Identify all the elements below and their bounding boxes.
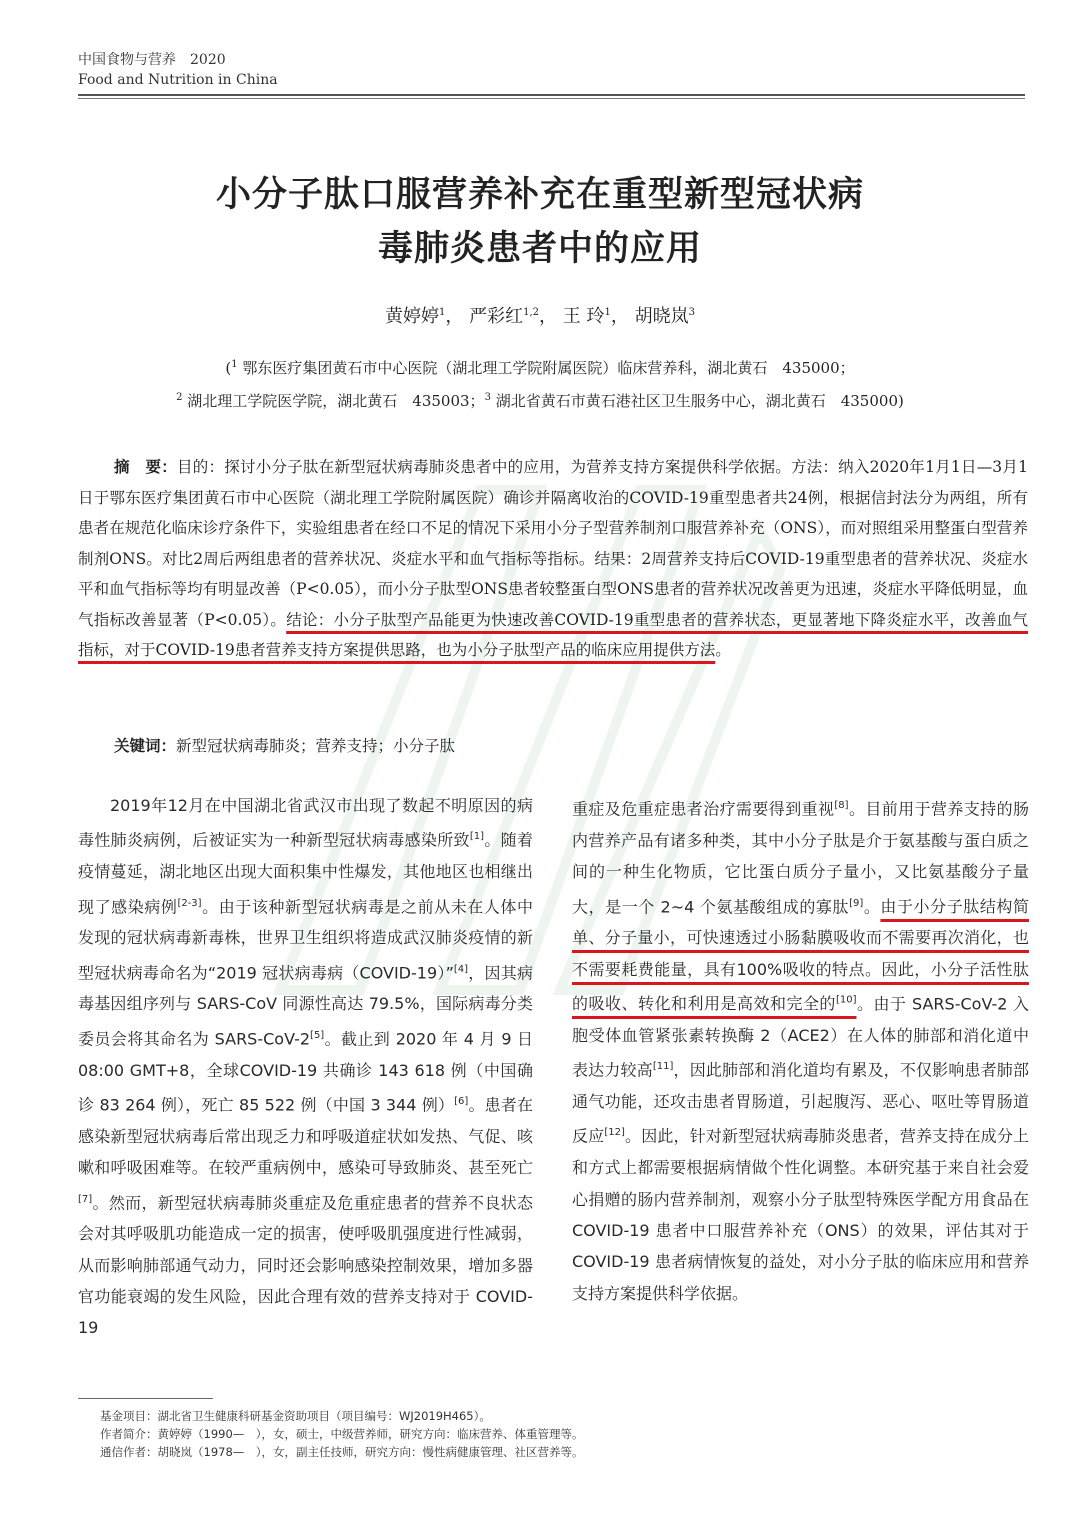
header-rule	[78, 94, 1025, 96]
body-text: 。然而，新型冠状病毒肺炎重症及危重症患者的营养不良状态会对其呼吸肌功能造成一定的损害，使呼吸肌强度进行性减弱，从而影响肺部通气动力，同时还会影响感染控制效果，增加多器官功能衰竭的发生风险，因此合理有效的营养支持对于 COVID-19	[78, 1192, 533, 1338]
affiliation-2: 湖北理工学院医学院，湖北黄石 435003；	[187, 392, 485, 410]
author-name: 王 玲	[562, 306, 605, 327]
affil-number: 3	[484, 392, 491, 403]
body-text: 重症及危重症患者治疗需要得到重视	[572, 799, 835, 819]
body-text: 。因此，针对新型冠状病毒肺炎患者，营养支持在成分上和方式上都需要根据病情做个性化调整。本研究基于来自社会爱心捐赠的肠内营养制剂，观察小分子肽型特殊医学配方用食品在 COVID-19 患者中口服营养补充（ONS）的效果，评估其对于 COVID-19 患者病情恢复的益处，对小分子肽的临床应用和营养支持方案提供科学依据。	[572, 1126, 1029, 1303]
keywords-text: 新型冠状病毒肺炎；营养支持；小分子肽	[176, 737, 456, 755]
citation: [12]	[604, 1127, 625, 1139]
footnote-rule	[78, 1398, 213, 1399]
author-list: 黄婷婷$^1$， 严彩红$^{1,2}$， 王 玲$^1$， 胡晓岚$^3$	[385, 306, 695, 327]
abstract	[78, 452, 1028, 666]
citation: [4]	[453, 963, 469, 975]
abstract-end: 。	[715, 641, 731, 659]
body-text: 。	[863, 896, 881, 916]
journal-name-cn: 中国食物与营养	[78, 52, 176, 68]
citation: [6]	[454, 1095, 469, 1107]
body-text: 由于小分子肽结构简单、分子量小，可快速透过小肠黏膜吸收而不需要再次消化，也不需要耗费能量，具有100%吸收的特点。因此，小分子活性肽的吸收、转化和利用是高效和完全的	[572, 896, 1029, 1014]
author-affil-mark: 1	[604, 307, 611, 318]
journal-name-en: Food and Nutrition in China	[78, 72, 278, 88]
body-text: ，因此肺部和消化道均有累及，不仅影响患者肺部通气功能，还攻击患者胃肠道，引起腹泻、恶心、呕吐等胃肠道反应	[572, 1060, 1029, 1146]
keywords-label: 关键词：	[114, 737, 177, 755]
affiliation-3: 湖北省黄石市黄石港社区卫生服务中心，湖北黄石 435000)	[495, 392, 904, 410]
body-column-left	[78, 790, 533, 1344]
citation: [11]	[652, 1061, 674, 1073]
author-affil-mark: 1	[439, 307, 446, 318]
citation: [8]	[834, 800, 849, 811]
body-paragraph	[572, 790, 1029, 1309]
citation: [2-3]	[177, 897, 202, 909]
author-affil-mark: 1,2	[523, 307, 540, 318]
header-rule-thin	[78, 98, 1025, 99]
author-name: 严彩红	[469, 306, 524, 327]
abstract-label: 摘 要：	[114, 458, 177, 476]
citation: [9]	[849, 897, 864, 909]
footnote-fund: 基金项目：湖北省卫生健康科研基金资助项目（项目编号：WJ2019H465）。	[100, 1409, 491, 1423]
citation: [10]	[835, 995, 857, 1007]
abstract-conclusion: 结论：小分子肽型产品能更为快速改善COVID-19重型患者的营养状态，更显著地下降炎症水平，改善血气指标，对于COVID-19患者营养支持方案提供思路，也为小分子肽型产品的临床应用提供方法	[78, 610, 1028, 659]
body-text: 。截止到 2020 年 4 月 9 日 08:00 GMT+8，全球COVID-19 共确诊 143 618 例（中国确诊 83 264 例），死亡 85 522 例（中国 3 344 例）	[78, 1029, 533, 1115]
affiliations: ($^1$ 鄂东医疗集团黄石市中心医院（湖北理工学院附属医院）临床营养科，湖北黄石 435000； $^2$ 湖北理工学院医学院，湖北黄石 435003；$^3$ 湖北省黄石市黄石港社区卫生服务中心，湖北黄石 435000)	[176, 359, 904, 410]
abstract-body: 目的：探讨小分子肽在新型冠状病毒肺炎患者中的应用，为营养支持方案提供科学依据。方法：纳入2020年1月1日—3月1日于鄂东医疗集团黄石市中心医院（湖北理工学院附属医院）确诊并隔离收治的COVID-19重型患者共24例，根据信封法分为两组，所有患者在规范化临床诊疗条件下，实验组患者在经口不足的情况下采用小分子型营养制剂口服营养补充（ONS），而对照组采用整蛋白型营养制剂ONS。对比2周后两组患者的营养状况、炎症水平和血气指标等指标。结果：2周营养支持后COVID-19重型患者的营养状况、炎症水平和血气指标等均有明显改善（P<0.05），而小分子肽型ONS患者较整蛋白型ONS患者的营养状况改善更为迅速，炎症水平降低明显，血气指标改善显著（P<0.05）。	[78, 458, 1028, 629]
body-text: ，因其病毒基因组序列与 SARS-CoV 同源性高达 79.5%，国际病毒分类委员会将其命名为 SARS-CoV-2	[78, 963, 533, 1049]
journal-year: 2020	[190, 52, 226, 68]
citation: [1]	[469, 831, 484, 843]
keywords	[78, 732, 1028, 760]
affiliation-1: 鄂东医疗集团黄石市中心医院（湖北理工学院附属医院）临床营养科，湖北黄石 435000；	[242, 359, 855, 377]
body-text: 。由于该种新型冠状病毒是之前从未在人体中发现的冠状病毒新毒株，世界卫生组织将造成武汉肺炎疫情的新型冠状病毒命名为“2019 冠状病毒病（COVID-19）”	[78, 896, 533, 983]
footnotes	[100, 1407, 584, 1461]
body-text: 。由于 SARS-CoV-2 入胞受体血管紧张素转换酶 2（ACE2）在人体的肺部和消化道中表达力较高	[572, 994, 1029, 1080]
author-affil-mark: 3	[688, 307, 695, 318]
author-name: 胡晓岚	[634, 306, 689, 327]
citation: [7]	[78, 1193, 93, 1205]
title-line-1: 小分子肽口服营养补充在重型新型冠状病	[215, 175, 864, 215]
body-text: 。目前用于营养支持的肠内营养产品有诸多种类，其中小分子肽是介于氨基酸与蛋白质之间的一种生化物质，它比蛋白质分子量小，又比氨基酸分子量大，是一个 2~4 个氨基酸组成的寡肽	[572, 799, 1029, 916]
journal-header	[78, 50, 278, 90]
author-name: 黄婷婷	[385, 306, 440, 327]
footnote-author: 作者简介：黄婷婷（1990— ），女，硕士，中级营养师，研究方向：临床营养、体重管理等。	[100, 1427, 584, 1441]
body-paragraph	[78, 790, 533, 1344]
body-text: 。随着疫情蔓延，湖北地区出现大面积集中性爆发，其他地区也相继出现了感染病例	[78, 830, 533, 916]
citation: [5]	[310, 1029, 325, 1041]
body-column-right	[572, 790, 1029, 1309]
affil-number: 2	[176, 392, 183, 403]
body-text: 2019年12月在中国湖北省武汉市出现了数起不明原因的病毒性肺炎病例，后被证实为一种新型冠状病毒感染所致	[78, 796, 533, 850]
paper-title	[80, 168, 1000, 276]
footnote-corresponding: 通信作者：胡晓岚（1978— ），女，副主任技师，研究方向：慢性病健康管理、社区营养等。	[100, 1445, 584, 1459]
body-text: 。患者在感染新型冠状病毒后常出现乏力和呼吸道症状如发热、气促、咳嗽和呼吸困难等。在较严重病例中，感染可导致肺炎、甚至死亡	[78, 1095, 533, 1178]
affil-number: 1	[231, 359, 238, 370]
title-line-2: 毒肺炎患者中的应用	[377, 229, 702, 269]
